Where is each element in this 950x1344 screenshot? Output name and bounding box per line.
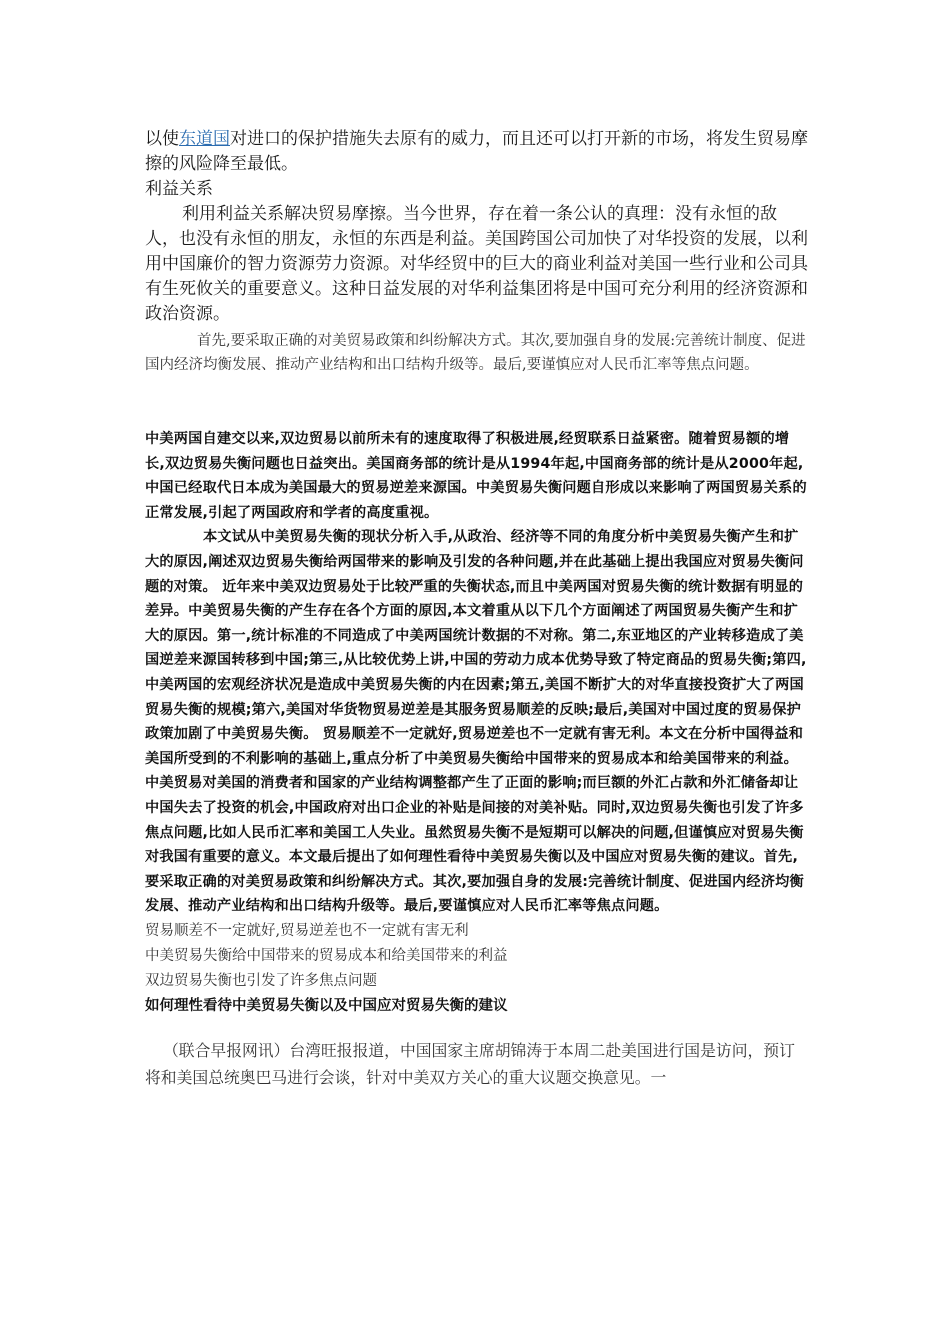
paragraph-bold-abstract [145, 525, 808, 919]
subheading-3: 双边贸易失衡也引发了许多焦点问题 [145, 972, 377, 989]
subheading-2: 中美贸易失衡给中国带来的贸易成本和给美国带来的利益 [145, 947, 508, 964]
subheading-bold: 如何理性看待中美贸易失衡以及中国应对贸易失衡的建议 [145, 997, 508, 1014]
document-body [145, 127, 808, 1091]
policy-summary-text: 首先,要采取正确的对美贸易政策和纠纷解决方式。其次,要加强自身的发展:完善统计制度、促进国内经济均衡发展、推动产业结构和出口结构升级等。最后,要谨慎应对人民币汇率等焦点问题。 [145, 333, 806, 373]
host-country-link[interactable]: 东道国 [179, 129, 230, 149]
subheading-1: 贸易顺差不一定就好,贸易逆差也不一定就有害无利 [145, 922, 469, 939]
heading-interest-relations: 利益关系 [145, 179, 213, 199]
abstract-text: 本文试从中美贸易失衡的现状分析入手,从政治、经济等不同的角度分析中美贸易失衡产生和扩大的原因,阐述双边贸易失衡给两国带来的影响及引发的各种问题,并在此基础上提出我国应对贸易失衡问题的对策。 近年来中美双边贸易处于比较严重的失衡状态,而且中美两国对贸易失衡的统计数据有明显的差异。中美贸易失衡的产生存在各个方面的原因,本文着重从以下几个方面阐述了两国贸易失衡产生和扩大的原因。第一,统计标准的不同造成了中美两国统计数据的不对称。第二,东亚地区的产业转移造成了美国逆差来源国转移到中国;第三,从比较优势上讲,中国的劳动力成本优势导致了特定商品的贸易失衡;第四,中美两国的宏观经济状况是造成中美贸易失衡的内在因素;第五,美国不断扩大的对华直接投资扩大了两国贸易失衡的规模;第六,美国对华货物贸易逆差是其服务贸易顺差的反映;最后,美国对中国过度的贸易保护政策加剧了中美贸易失衡。 贸易顺差不一定就好,贸易逆差也不一定就有害无利。本文在分析中国得益和美国所受到的不利影响的基础上,重点分析了中美贸易失衡给中国带来的贸易成本和给美国带来的利益。中美贸易对美国的消费者和国家的产业结构调整都产生了正面的影响;而巨额的外汇占款和外汇储备却让中国失去了投资的机会,中国政府对出口企业的补贴是间接的对美补贴。同时,双边贸易失衡也引发了许多焦点问题,比如人民币汇率和美国工人失业。虽然贸易失衡不是短期可以解决的问题,但谨慎应对贸易失衡对我国有重要的意义。本文最后提出了如何理性看待中美贸易失衡以及中国应对贸易失衡的建议。首先,要采取正确的对美贸易政策和纠纷解决方式。其次,要加强自身的发展:完善统计制度、促进国内经济均衡发展、推动产业结构和出口结构升级等。最后,要谨慎应对人民币汇率等焦点问题。 [145, 529, 807, 915]
paragraph-interest: 利用利益关系解决贸易摩擦。当今世界，存在着一条公认的真理：没有永恒的敌人，也没有永恒的朋友，永恒的东西是利益。美国跨国公司加快了对华投资的发展，以利用中国廉价的智力资源劳力资源。对华经贸中的巨大的商业利益对美国一些行业和公司具有生死攸关的重要意义。这种日益发展的对华利益集团将是中国可充分利用的经济资源和政治资源。 [145, 204, 808, 324]
paragraph-news [145, 1037, 808, 1091]
paragraph-market [145, 127, 808, 177]
news-text: （联合早报网讯）台湾旺报报道，中国国家主席胡锦涛于本周二赴美国进行国是访问，预订将和美国总统奥巴马进行会谈，针对中美双方关心的重大议题交换意见。一 [145, 1040, 795, 1087]
paragraph-bold-intro: 中美两国自建交以来,双边贸易以前所未有的速度取得了积极进展,经贸联系日益紧密。随着贸易额的增长,双边贸易失衡问题也日益突出。美国商务部的统计是从1994年起,中国商务部的统计是从2000年起,中国已经取代日本成为美国最大的贸易逆差来源国。中美贸易失衡问题自形成以来影响了两国贸易关系的正常发展,引起了两国政府和学者的高度重视。 [145, 431, 807, 521]
para1-prefix: 以使 [145, 129, 179, 149]
paragraph-policy-summary [145, 329, 808, 377]
para1-rest: 对进口的保护措施失去原有的威力，而且还可以打开新的市场，将发生贸易摩擦的风险降至最低。 [145, 129, 808, 174]
